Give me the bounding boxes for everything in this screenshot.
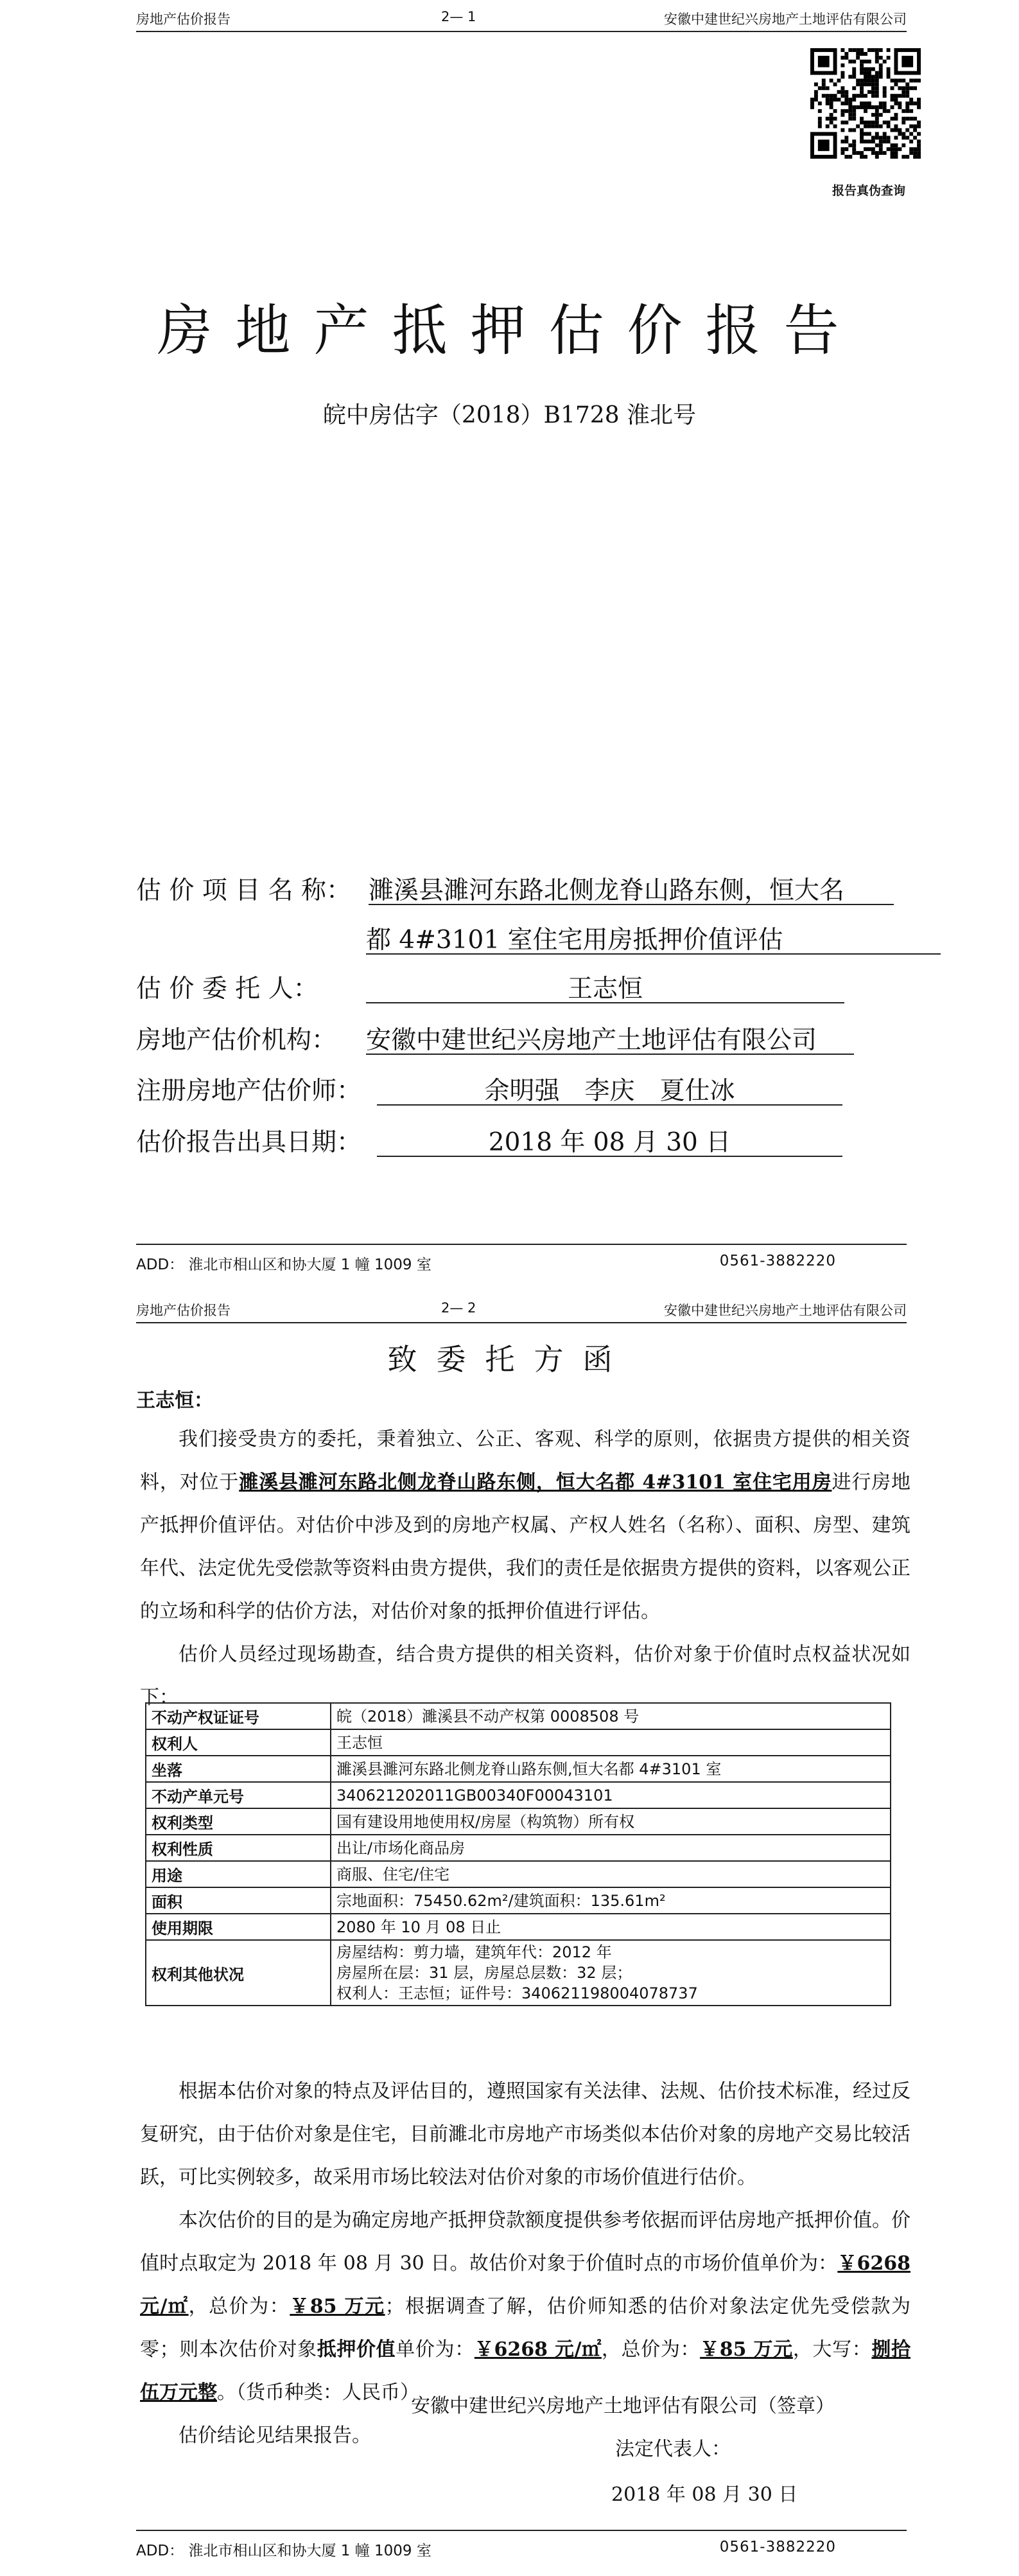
table-key: 坐落 [146,1756,331,1782]
qr-code-icon[interactable] [810,48,921,159]
table-value [331,1835,891,1861]
appraisers-label: 注册房地产估价师： [136,1077,362,1106]
unit-price: ￥6268 元/㎡ [140,2252,910,2318]
table-row [146,1861,891,1887]
header-page-number: 2— 2 [441,1300,476,1316]
table-row [146,1729,891,1756]
table-row [146,1756,891,1782]
total-price: ￥85 万元 [290,2295,385,2318]
table-row [146,1782,891,1808]
table-value [331,1808,891,1835]
table-key: 不动产单元号 [146,1782,331,1808]
table-key: 使用期限 [146,1914,331,1940]
table-key: 面积 [146,1887,331,1914]
table-row [146,1835,891,1861]
table-key: 权利性质 [146,1835,331,1861]
paragraph-5: 估价结论见结果报告。 [179,2424,371,2447]
paragraph-2: 估价人员经过现场勘查，结合贵方提供的相关资料，估价对象于价值时点权益状况如下： [140,1643,910,1709]
table-value [331,1914,891,1940]
footer-address: ADD： 淮北市相山区和协大厦 1 幢 1009 室 [136,2543,431,2559]
table-value-line: 权利人：王志恒；证件号：340621198004078737 [336,1984,698,2002]
table-key: 权利人 [146,1729,331,1756]
mortgage-value-label: 抵押价值 [317,2338,396,2361]
page-header [136,1298,907,1323]
report-title: 房地产抵押估价报告 [157,299,862,363]
property-address: 濉溪县濉河东路北侧龙脊山路东侧，恒大名都 4#3101 室住宅用房 [239,1471,832,1494]
table-value-line: 皖（2018）濉溪县不动产权第 0008508 号 [336,1707,640,1725]
appraisers-value: 余明强 李庆 夏仕冰 [377,1071,842,1106]
table-row [146,1703,891,1729]
paragraph-1: 我们接受贵方的委托，秉着独立、公正、客观、科学的原则，依据贵方提供的相关资料，对位于濉溪县濉河东路北侧龙脊山路东侧，恒大名都 4#3101 室住宅用房进行房地产抵押价值评估。对估价中涉及到的房地产权属、产权人姓名（名称）、面积、房型、建筑年代、法定优先受偿款等资料由贵方提供，我们的责任是依据贵方提供的资料，以客观公正的立场和科学的估价方法，对估价对象的抵押价值进行评估。 [140,1428,911,1623]
letter-body-top [140,1418,910,1719]
report-date-label: 估价报告出具日期： [136,1128,362,1157]
header-page-number: 2— 1 [441,9,476,24]
table-value [331,1756,891,1782]
project-name-value-2: 都 4#3101 室住宅用房抵押价值评估 [366,920,941,955]
table-row [146,1808,891,1835]
paragraph-3: 根据本估价对象的特点及评估目的，遵照国家有关法律、法规、估价技术标准，经过反复研究，由于估价对象是住宅，目前濉北市房地产市场类似本估价对象的房地产交易比较活跃，可比实例较多，故采用市场比较法对估价对象的市场价值进行估价。 [140,2080,910,2189]
project-name-value: 濉溪县濉河东路北侧龙脊山路东侧，恒大名 [369,870,894,905]
report-date-value: 2018 年 08 月 30 日 [377,1122,842,1157]
header-company: 安徽中建世纪兴房地产土地评估有限公司 [664,12,907,27]
table-value-line: 宗地面积：75450.62m²/建筑面积：135.61m² [336,1891,666,1910]
legal-representative: 法定代表人： [615,2438,731,2460]
rights-table [145,1702,891,2006]
table-row [146,1914,891,1940]
project-name-label: 估 价 项 目 名 称： [136,876,351,905]
table-value-line: 2080 年 10 月 08 日止 [336,1918,501,1936]
table-value [331,1782,891,1808]
table-value-line: 出让/市场化商品房 [336,1839,466,1857]
table-value-line: 房屋所在层：31 层，房屋总层数：32 层； [336,1964,632,1982]
table-key: 权利其他状况 [146,1940,331,2006]
footer-address: ADD： 淮北市相山区和协大厦 1 幢 1009 室 [136,1257,431,1273]
footer-phone: 0561-3882220 [719,2539,836,2555]
qr-caption: 报告真伪查询 [832,184,905,198]
table-value-line: 王志恒 [336,1733,383,1752]
salutation: 王志恒： [136,1389,213,1412]
table-value-line: 房屋结构：剪力墙，建筑年代：2012 年 [336,1943,612,1961]
client-label: 估 价 委 托 人： [136,975,318,1003]
table-row [146,1940,891,2006]
table-value-line: 商服、住宅/住宅 [336,1865,450,1883]
total-in-words: 捌拾伍万元整 [140,2338,911,2404]
table-value [331,1940,891,2006]
mortgage-total-price: ￥85 万元 [700,2338,793,2361]
mortgage-unit-price: ￥6268 元/㎡ [474,2338,602,2361]
table-value-line: 国有建设用地使用权/房屋（构筑物）所有权 [336,1812,635,1831]
signature-date: 2018 年 08 月 30 日 [611,2483,798,2506]
letter-title: 致委托方函 [387,1342,632,1377]
table-key: 权利类型 [146,1808,331,1835]
table-value [331,1703,891,1729]
header-left: 房地产估价报告 [136,1303,231,1318]
table-value-line: 濉溪县濉河东路北侧龙脊山路东侧,恒大名都 4#3101 室 [336,1760,722,1778]
table-value [331,1729,891,1756]
page-footer [136,2530,907,2557]
report-number: 皖中房估字（2018）B1728 淮北号 [322,402,697,428]
letter-page [0,1291,1019,2576]
footer-phone: 0561-3882220 [719,1253,836,1269]
signature-company: 安徽中建世纪兴房地产土地评估有限公司（签章） [411,2395,835,2417]
table-value [331,1861,891,1887]
client-value: 王志恒 [366,969,844,1003]
paragraph-4: 本次估价的目的是为确定房地产抵押贷款额度提供参考依据而评估房地产抵押价值。价值时点取定为 2018 年 08 月 30 日。故估价对象于价值时点的市场价值单价为：￥6268 元/㎡，总价为：￥85 万元；根据调查了解，估价师知悉的估价对象法定优先受偿款为零；则本次估价对象抵押价值单价为：￥6268 元/㎡，总价为：￥85 万元，大写：捌拾伍万元整。（货币种类：人民币） [140,2209,911,2404]
table-value [331,1887,891,1914]
page-footer [136,1244,907,1271]
header-left: 房地产估价报告 [136,12,231,27]
table-key: 不动产权证证号 [146,1703,331,1729]
header-company: 安徽中建世纪兴房地产土地评估有限公司 [664,1303,907,1318]
page-header [136,6,907,32]
table-value-line: 340621202011GB00340F00043101 [336,1786,613,1804]
table-key: 用途 [146,1861,331,1887]
table-row [146,1887,891,1914]
agency-value: 安徽中建世纪兴房地产土地评估有限公司 [366,1020,854,1055]
agency-label: 房地产估价机构： [136,1026,337,1055]
